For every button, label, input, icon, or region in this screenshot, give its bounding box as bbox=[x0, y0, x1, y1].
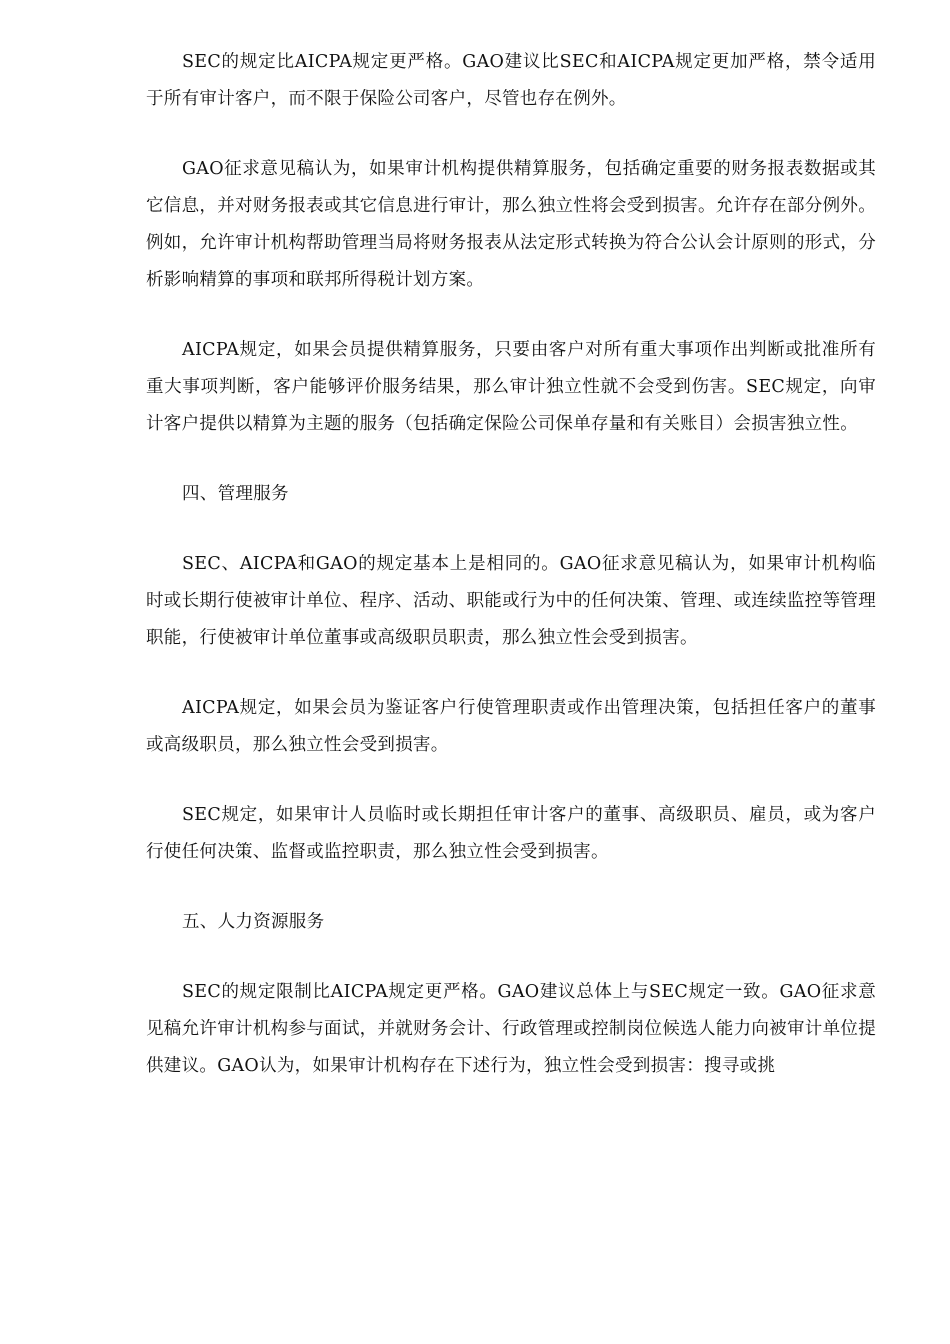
section-heading-management-services: 四、管理服务 bbox=[182, 484, 289, 504]
paragraph-human-resources-services: SEC的规定限制比AICPA规定更严格。GAO建议总体上与SEC规定一致。GAO征求意见稿允许审计机构参与面试，并就财务会计、行政管理或控制岗位候选人能力向被审计单位提供建议。GAO认为，如果审计机构存在下述行为，独立性会受到损害：搜寻或挑 bbox=[146, 982, 876, 1076]
paragraph-sec-aicpa-gao-actuarial-scope: SEC的规定比AICPA规定更严格。GAO建议比SEC和AICPA规定更加严格，禁令适用于所有审计客户，而不限于保险公司客户，尽管也存在例外。 bbox=[146, 52, 876, 109]
paragraph-gap bbox=[146, 941, 876, 974]
paragraph-gap bbox=[146, 443, 876, 476]
paragraph-management-services-sec: SEC规定，如果审计人员临时或长期担任审计客户的董事、高级职员、雇员，或为客户行使任何决策、监督或监控职责，那么独立性会受到损害。 bbox=[146, 805, 876, 862]
paragraph-management-services-gao: SEC、AICPA和GAO的规定基本上是相同的。GAO征求意见稿认为，如果审计机构临时或长期行使被审计单位、程序、活动、职能或行为中的任何决策、管理、或连续监控等管理职能，行使被审计单位董事或高级职员职责，那么独立性会受到损害。 bbox=[146, 554, 876, 648]
paragraph-gap bbox=[146, 657, 876, 690]
paragraph-gap bbox=[146, 118, 876, 151]
paragraph-gao-actuarial-services: GAO征求意见稿认为，如果审计机构提供精算服务，包括确定重要的财务报表数据或其它信息，并对财务报表或其它信息进行审计，那么独立性将会受到损害。允许存在部分例外。例如，允许审计机构帮助管理当局将财务报表从法定形式转换为符合公认会计原则的形式，分析影响精算的事项和联邦所得税计划方案。 bbox=[146, 159, 876, 290]
paragraph-gap bbox=[146, 871, 876, 904]
paragraph-aicpa-sec-actuarial-rules: AICPA规定，如果会员提供精算服务，只要由客户对所有重大事项作出判断或批准所有重大事项判断，客户能够评价服务结果，那么审计独立性就不会受到伤害。SEC规定，向审计客户提供以精算为主题的服务（包括确定保险公司保单存量和有关账目）会损害独立性。 bbox=[146, 340, 876, 434]
paragraph-gap bbox=[146, 299, 876, 332]
document-page bbox=[146, 44, 876, 1085]
paragraph-gap bbox=[146, 513, 876, 546]
paragraph-gap bbox=[146, 764, 876, 797]
paragraph-management-services-aicpa: AICPA规定，如果会员为鉴证客户行使管理职责或作出管理决策，包括担任客户的董事或高级职员，那么独立性会受到损害。 bbox=[146, 698, 876, 755]
section-heading-human-resources-services: 五、人力资源服务 bbox=[182, 912, 325, 932]
